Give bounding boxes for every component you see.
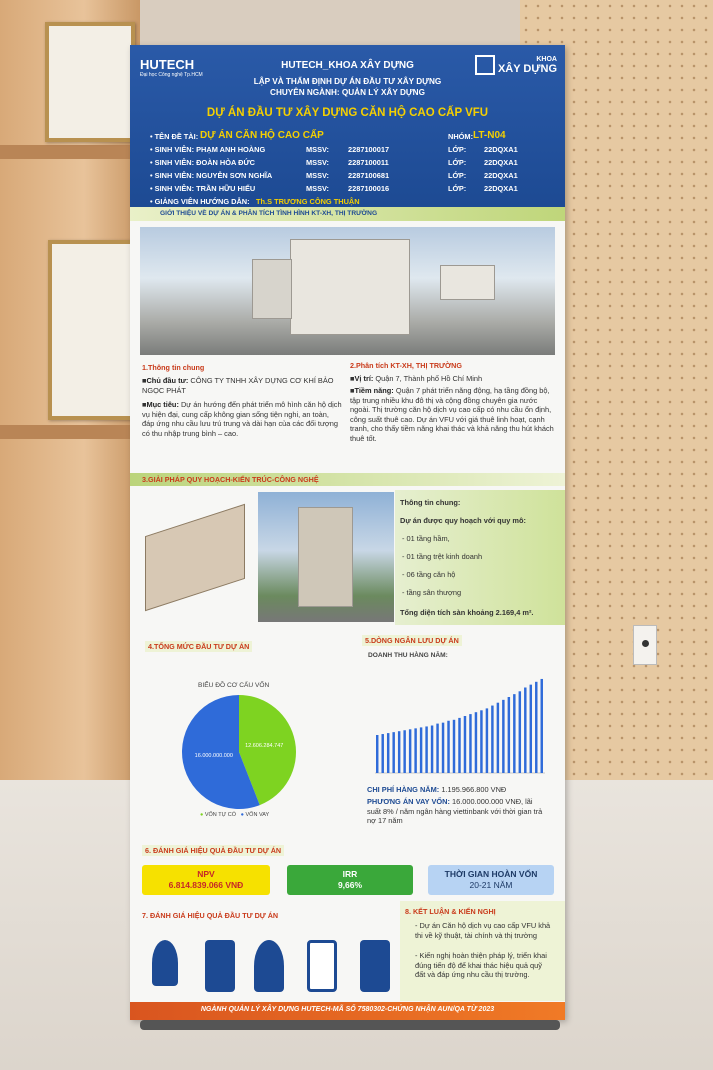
section-3-heading: Thông tin chung: <box>400 498 461 507</box>
payback-card: THỜI GIAN HOÀN VỐN 20-21 NĂM <box>428 865 554 895</box>
poster-banner <box>130 45 565 1020</box>
revenue-bar <box>398 731 400 773</box>
revenue-bar <box>535 682 537 773</box>
student-row: • SINH VIÊN: NGUYỄN SƠN NGHĨA MSSV: 2287100681 LỚP: 22DQXA1 <box>150 171 518 180</box>
pie-legend: ● VỐN TỰ CÓ ● VỐN VAY <box>200 812 270 818</box>
section-2-potential: ■Tiềm năng: Quận 7 phát triển năng động, hạ tầng đồng bộ, tập trung nhiều khu đô thị và cộng đồng chuyên gia nước ngoài. Thị trường căn hộ dịch vụ cao cấp có nhu cầu ổn định, công suất thuê cao. Dự án VFU với giá thuê linh hoạt, cạnh tranh, cho thấy tiềm năng khai thác và khả năng thu hút khách thuê tốt. <box>350 386 554 443</box>
revenue-bar <box>409 729 411 773</box>
hutech-logo: HUTECH Đại học Công nghệ Tp.HCM <box>140 57 203 78</box>
pie-value-label: 12.606.284.747 <box>245 743 284 750</box>
student-row: • SINH VIÊN: PHẠM ANH HOÀNG MSSV: 2287100017 LỚP: 22DQXA1 <box>150 145 518 154</box>
section-2-location: ■Vị trí: Quận 7, Thành phố Hồ Chí Minh <box>350 374 483 383</box>
city-buildings-icon <box>360 940 390 992</box>
revenue-bar <box>458 718 460 773</box>
annual-cost: CHI PHÍ HÀNG NĂM: 1.195.966.800 VNĐ <box>367 785 507 794</box>
conclusion-1: - Dự án Căn hộ dịch vụ cao cấp VFU khả thi về kỹ thuật, tài chính và thị trường <box>415 921 551 940</box>
section-5-title: 5.DÒNG NGÂN LƯU DỰ ÁN <box>362 635 462 646</box>
irr-card: IRR 9,66% <box>287 865 413 895</box>
revenue-bar <box>403 730 405 773</box>
revenue-bar <box>541 679 543 773</box>
conclusion-2: - Kiến nghị hoàn thiện pháp lý, triển khai đúng tiến độ để khai thác hiệu quả quỹ đất và đáp ứng nhu cầu thị trường. <box>415 951 547 980</box>
section-1-title: 1.Thông tin chung <box>142 363 205 372</box>
revenue-bar <box>425 726 427 773</box>
puzzle-icon <box>205 940 235 992</box>
revenue-bar <box>442 723 444 773</box>
faculty-logo: KHOA XÂY DỰNG <box>475 55 557 75</box>
revenue-bar <box>420 727 422 773</box>
facade-render-photo <box>258 492 394 622</box>
revenue-bar <box>508 697 510 773</box>
revenue-bar <box>381 734 383 773</box>
section-3-scale: Dự án được quy hoạch với quy mô: <box>400 516 526 525</box>
certificate-frame-top <box>45 22 135 142</box>
faculty-title: HUTECH_KHOA XÂY DỰNG <box>281 60 414 71</box>
revenue-bar <box>392 732 394 773</box>
pie-chart-title: BIỂU ĐỒ CƠ CẤU VỐN <box>198 682 270 689</box>
section-4-title: 4.TỔNG MỨC ĐẦU TƯ DỰ ÁN <box>145 641 252 652</box>
banner-stand-base <box>140 1020 560 1030</box>
npv-card: NPV 6.814.839.066 VNĐ <box>142 865 270 895</box>
revenue-bar <box>486 708 488 773</box>
revenue-bar <box>414 728 416 773</box>
revenue-bar <box>519 691 521 773</box>
revenue-bar <box>431 726 433 774</box>
section-2-title: 2.Phân tích KT-XH, THỊ TRƯỜNG <box>350 361 462 370</box>
section-1-goal: ■Mục tiêu: Dự án hướng đến phát triển mô hình căn hộ dịch vụ hiện đại, cung cấp không gian sống tiện nghi, an toàn, đáp ứng nhu cầu lưu trú trung và dài hạn của các đối tượng có thu nhập trung bình – cao. <box>142 400 342 438</box>
revenue-bar <box>475 712 477 773</box>
capital-pie-chart <box>180 693 298 811</box>
floor-plan-3d <box>145 504 245 611</box>
student-row: • SINH VIÊN: TRẦN HỮU HIẾU MSSV: 2287100016 LỚP: 22DQXA1 <box>150 184 518 193</box>
revenue-bar <box>530 685 532 773</box>
scale-item: - 01 tầng hầm, <box>402 534 450 543</box>
course-title: LẬP VÀ THẨM ĐỊNH DỰ ÁN ĐẦU TƯ XÂY DỰNG <box>253 77 442 86</box>
wall-outlet <box>633 625 657 665</box>
revenue-bar <box>469 714 471 773</box>
revenue-bar <box>513 694 515 773</box>
intro-band: GIỚI THIỆU VỀ DỰ ÁN & PHÂN TÍCH TÌNH HÌNH KT-XH, THỊ TRƯỜNG <box>130 207 565 221</box>
section-6-title: 6. ĐÁNH GIÁ HIỆU QUẢ ĐẦU TƯ DỰ ÁN <box>142 845 284 856</box>
section-1-owner: ■Chủ đầu tư: CÔNG TY TNHH XÂY DỰNG CƠ KHÍ BẢO NGỌC PHÁT <box>142 376 334 395</box>
bar-chart-title: DOANH THU HÀNG NĂM: <box>368 652 448 659</box>
revenue-bar <box>480 710 482 773</box>
loan-plan: PHƯƠNG ÁN VAY VỐN: 16.000.000.000 VNĐ, lãi suất 8% / năm ngân hàng viettinbank với thời gian trả nợ 17 năm <box>367 797 543 826</box>
revenue-bar <box>436 724 438 773</box>
revenue-bar <box>524 688 526 774</box>
certificate-frame-bottom <box>48 240 136 420</box>
revenue-bar <box>464 716 466 773</box>
scale-item: - tầng sân thượng <box>402 588 462 597</box>
poster-header <box>130 45 565 207</box>
project-title: DỰ ÁN ĐẦU TƯ XÂY DỰNG CĂN HỘ CAO CẤP VFU <box>206 107 489 119</box>
pie-value-label: 16.000.000.000 <box>194 752 233 759</box>
hand-plant-icon <box>254 940 284 992</box>
revenue-bar <box>447 721 449 773</box>
major-title: CHUYÊN NGÀNH: QUẢN LÝ XÂY DỰNG <box>270 88 425 97</box>
revenue-bar <box>502 700 504 773</box>
student-info: • TÊN ĐỀ TÀI: DỰ ÁN CĂN HỘ CAO CẤP NHÓM: LT-N04 • SINH VIÊN: PHẠM ANH HOÀNG MSSV: 2287100017 LỚP: 22DQXA1 • SINH VIÊN: ĐOÀN HÒA ĐỨC MSSV: 2287100011 LỚP: 22DQXA1 • SINH VIÊN: NGUYỄN SƠN NGHĨA MSSV: 2287100681 LỚP: 22DQXA1 • SINH VIÊN: TRẦN HỮU HIẾU MSSV: 2287100016 LỚP: 22DQXA1 • GIẢNG VIÊN HƯỚNG DẪN: Th.S TRƯƠNG CÔNG THUẬN <box>150 130 560 210</box>
section-8-title: 8. KẾT LUẬN & KIẾN NGHỊ <box>405 907 496 916</box>
robot-icon <box>152 940 178 986</box>
revenue-bar <box>497 703 499 773</box>
revenue-bar <box>387 733 389 773</box>
section-3-title: 3.GIẢI PHÁP QUY HOẠCH-KIẾN TRÚC-CÔNG NGHỆ <box>142 475 319 484</box>
tablet-icon <box>307 940 337 992</box>
poster-footer: NGÀNH QUẢN LÝ XÂY DỰNG HUTECH-MÃ SỐ 7580302-CHỨNG NHẬN AUN/QA TỪ 2023 <box>130 1002 565 1020</box>
building-render-photo <box>140 227 555 355</box>
revenue-bar <box>491 706 493 773</box>
student-row: • SINH VIÊN: ĐOÀN HÒA ĐỨC MSSV: 2287100011 LỚP: 22DQXA1 <box>150 158 518 167</box>
scale-item: - 01 tầng trệt kinh doanh <box>402 552 483 561</box>
revenue-bar <box>376 735 378 773</box>
section-3-total-area: Tổng diện tích sàn khoảng 2.169,4 m². <box>400 608 534 617</box>
scale-item: - 06 tầng căn hộ <box>402 570 456 579</box>
revenue-bar <box>453 720 455 773</box>
section-7-title: 7. ĐÁNH GIÁ HIỆU QUẢ ĐẦU TƯ DỰ ÁN <box>142 911 279 920</box>
revenue-bar-chart <box>375 675 545 775</box>
